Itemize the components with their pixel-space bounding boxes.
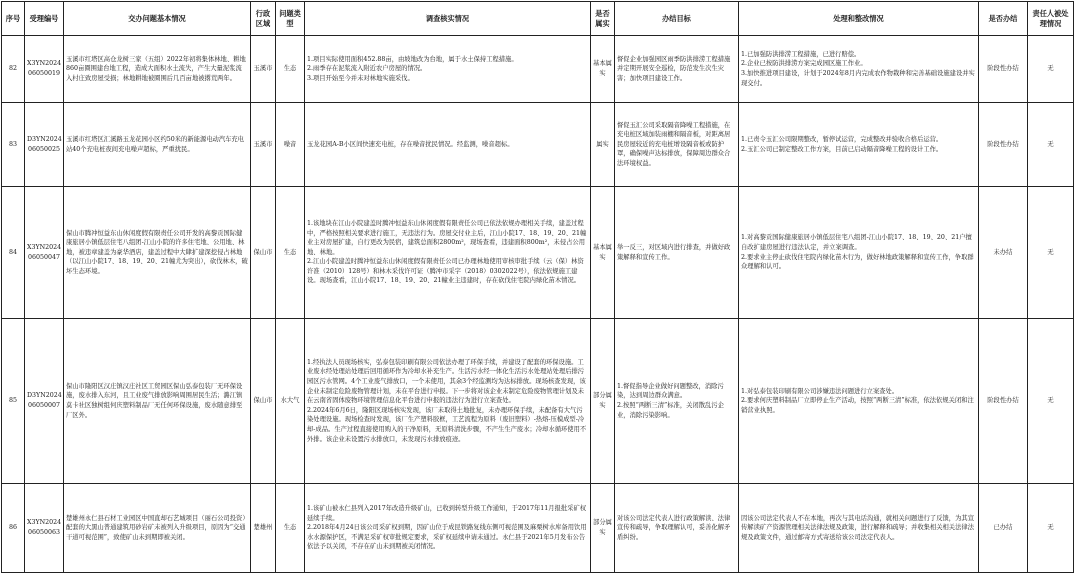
cell-problem: 玉溪市红塔区汇溪路玉龙花园小区约50米的新能源电动汽车充电站40个充电桩夜间充电噪声超标，严重扰民。 (64, 103, 251, 187)
cell-code: X3YN2024 06050047 (25, 187, 64, 319)
cell-handling: 1.已加强防洪排涝工程措施，已进行赔偿。 2.企业已按防洪排涝方案完成园区施工作业。 3.加快推进项目建设，计划于2024年8月内完成农作物栽种和完善基础设施建设并实现交付。 (739, 36, 979, 103)
table-row (2, 319, 1074, 484)
header-code: 受理编号 (25, 2, 64, 36)
header-handling: 处理和整改情况 (739, 2, 979, 36)
cell-accountability: 无 (1028, 484, 1074, 573)
cell-investigation: 1.该地块在江山小院建盖时腾冲恒益东山休闲度假有限责任公司已依法依规办理相关手续，建盖过程中，严格按照相关要求进行施工，无违法行为。房屋交付业主后，江山小院17、18、19、20、21幢业主对房屋扩建，自行更改为民宿，建筑总面积2800m²，现场查看，违建面积800m²，未侵占公用地、林地。 2.江山小院建盖时腾冲恒益东山休闲度假有限责任公司已办理林地使用审核审批手续（云（保）林资许准（2010）128号）和林木采伐许可证（腾冲市采字（2018）0302022号），依法依规施工建设。现场查看，江山小院17、18、19、20、21幢业主违建时，存在砍伐住宅院内绿化苗木情况。 (305, 187, 591, 319)
cell-investigation: 1.经执法人员现场核实，弘泰包装印刷有限公司依法办理了环保手续，并建设了配套的环保设施。工业废水经处理站处理后回用循环作为冷却水补充生产。生活污水经一体化生活污水处理站处理后排污园区污水管网。4个工业废气排放口，一个未使用，其余3个经监测均为达标排放。现场核查发现，该企业未制定危险废物管理计划，未在平台进行申报。下一步将对该企业未制定危险废物管理计划及未在云南省固体废物环境管理信息化平台进行申报的违法行为进行立案查处。 2.2024年6月6日，隆阳区现场核实发现，该厂未取得土地批复，未办理环保手续，未配备有大气污染处理设施。现场检查时发现，该厂生产塑料胶框，工艺流程为原料（废旧塑料）-热熔-压模成型-冷却-成品。生产过程直接使用购入的干净原料，无原料清洗步骤，不产生生产废水；冷却水循环使用不外排。该企业未设置污水排放口，未发现污水排放痕迹。 (305, 319, 591, 484)
cell-region: 保山市 (251, 319, 276, 484)
header-accountability: 责任人被处理情况 (1028, 2, 1074, 36)
cell-type: 生态 (276, 484, 305, 573)
cell-goal: 举一反三，对区域内进行排查，并做好政策解释和宣传工作。 (615, 187, 739, 319)
cell-goal: 1.督促指导企业做好问题整改，消除污染，达到周边群众满意。 2.按照“两断三清”标准，关闭散乱污企业，消除污染影响。 (615, 319, 739, 484)
cell-problem: 玉溪市红塔区高仓龙树三家（五组）2022年初将集体林地、耕地860亩圈围建台地工程，造成大面积水土流失，产生大量泥浆流入村庄致房屋受损；林地耕地被圈围后几百亩地被撂荒两年。 (64, 36, 251, 103)
cell-goal: 督促玉汇公司采取隔音降噪工程措施，在充电桩区域加装雨棚和隔音板，对距离居民房屋较近的充电桩增设隔音板或防护罩，确保噪声达标排放，保障周边群众合法环境权益。 (615, 103, 739, 187)
table-row (2, 36, 1074, 103)
table-row (2, 484, 1074, 573)
cell-region: 玉溪市 (251, 103, 276, 187)
cell-type: 生态 (276, 187, 305, 319)
cell-code: D3YN2024 06050007 (25, 319, 64, 484)
cell-accountability: 无 (1028, 36, 1074, 103)
cell-goal: 对该公司法定代表人进行政策解读、法律宣传和疏导，争取理解认可，妥善化解矛盾纠纷。 (615, 484, 739, 573)
cell-true: 属实 (591, 103, 615, 187)
cell-true: 基本属实 (591, 36, 615, 103)
header-investigation: 调查核实情况 (305, 2, 591, 36)
cell-handling: 1.对弘泰包装印刷有限公司涉嫌违法问题进行立案查处。 2.要求何庆塑料制品厂立即停止生产活动，按照“两断三清”标准，依法依规关闭和注销营业执照。 (739, 319, 979, 484)
cell-investigation: 1.该矿山被永仁县列入2017年改造升级矿山，已收到转型升级工作通知，于2017年11月报批采矿权延续手续。 2.2018年4月24日该公司采矿权到期，因矿山位于成昆铁路复线东侧可视范围及麻栗树水库备用饮用水水源保护区，不满足采矿权审批规定要求，采矿权延续申请未通过。永仁县于2021年5月发布公告依法予以关闭，不存在矿山未到期被关闭情况。 (305, 484, 591, 573)
header-true: 是否属实 (591, 2, 615, 36)
cell-problem: 楚雄州永仁县石材工业园区中国直却石艺城项目（丽石公司投资）配套的大黑山普通建筑用砂岩矿未被列入升级项目，原因为“交通干道可视范围”，致使矿山未到期即被关闭。 (64, 484, 251, 573)
cell-seq: 84 (2, 187, 25, 319)
cell-code: X3YN2024 06050063 (25, 484, 64, 573)
cell-seq: 83 (2, 103, 25, 187)
header-problem: 交办问题基本情况 (64, 2, 251, 36)
cell-seq: 82 (2, 36, 25, 103)
cell-goal: 督促企业加强园区雨季防洪排涝工程措施并定期开展安全巡检，防范发生次生灾害；加快项目建设工作。 (615, 36, 739, 103)
table-row (2, 103, 1074, 187)
cell-type: 水大气 (276, 319, 305, 484)
cell-true: 部分属实 (591, 319, 615, 484)
cell-region: 玉溪市 (251, 36, 276, 103)
header-type: 问题类型 (276, 2, 305, 36)
cell-type: 噪音 (276, 103, 305, 187)
header-goal: 办结目标 (615, 2, 739, 36)
cell-closed: 阶段性办结 (979, 103, 1028, 187)
cell-investigation: 玉龙花园A-B小区间快速充电桩，存在噪音扰民情况。经监测，噪音超标。 (305, 103, 591, 187)
header-region: 行政区域 (251, 2, 276, 36)
header-seq: 序号 (2, 2, 25, 36)
cell-handling: 1.已责令玉汇公司限期整改，暂停试运营，完成整改并验收合格后运营。 2.玉汇公司已制定整改工作方案，目前已启动隔音降噪工程的设计工作。 (739, 103, 979, 187)
cell-accountability: 无 (1028, 187, 1074, 319)
cell-seq: 85 (2, 319, 25, 484)
cell-closed: 阶段性办结 (979, 319, 1028, 484)
cell-accountability: 无 (1028, 103, 1074, 187)
cell-closed: 已办结 (979, 484, 1028, 573)
cell-code: D3YN2024 06050025 (25, 103, 64, 187)
cell-type: 生态 (276, 36, 305, 103)
header-row (2, 2, 1074, 36)
cell-region: 保山市 (251, 187, 276, 319)
cell-investigation: 1.项目实际使用面积452.88亩，由坡地改为台地，属于水土保持工程措施。 2.雨季存在泥浆流入附近农户房屋的情况。 3.项目开始至今并未对林地实施采伐。 (305, 36, 591, 103)
table-row (2, 187, 1074, 319)
cell-handling: 1.对高黎贡国际健康旅居小镇低层住宅八组团-江山小院17、18、19、20、21户擅自改扩建房屋进行违法认定，并立案调查。 2.要求业主停止砍伐住宅院内绿化苗木行为，做好林地政策解释和宣传工作，争取群众理解和认可。 (739, 187, 979, 319)
cell-closed: 阶段性办结 (979, 36, 1028, 103)
cell-accountability: 无 (1028, 319, 1074, 484)
cell-closed: 未办结 (979, 187, 1028, 319)
cell-problem: 保山市隆阳区汉庄镇汉庄社区工贸园区保山弘泰包装厂无环保设施，废水排入东河，且工业废气排放影响周围居民生活；潞江镇莫卡社区独树组何庆塑料制品厂无任何环保设施，废水随意排至厂区外。 (64, 319, 251, 484)
cell-seq: 86 (2, 484, 25, 573)
cell-handling: 因该公司法定代表人不在本地，再次与其电话沟通，就相关问题进行了反馈，为其宣传解读矿产资源管理相关法律法规及政策，进行解释和疏导；并收集相关相关法律法规及政策文件，通过邮寄方式寄送给该公司法定代表人。 (739, 484, 979, 573)
complaint-handling-table (1, 1, 1074, 573)
cell-code: X3YN2024 06050019 (25, 36, 64, 103)
cell-true: 基本属实 (591, 187, 615, 319)
cell-true: 部分属实 (591, 484, 615, 573)
cell-problem: 保山市腾冲恒益东山休闲度假有限责任公司开发的高黎贡国际健康旅居小镇低层住宅八组团-江山小院的许多住宅地、公用地、林地，被违章建盖为豪华酒店，建盖过程中大肆扩建深挖侵占林地（以江山小院17、18、19、20、21幢尤为突出），砍伐林木，破坏生态环境。 (64, 187, 251, 319)
cell-region: 楚雄州 (251, 484, 276, 573)
header-closed: 是否办结 (979, 2, 1028, 36)
